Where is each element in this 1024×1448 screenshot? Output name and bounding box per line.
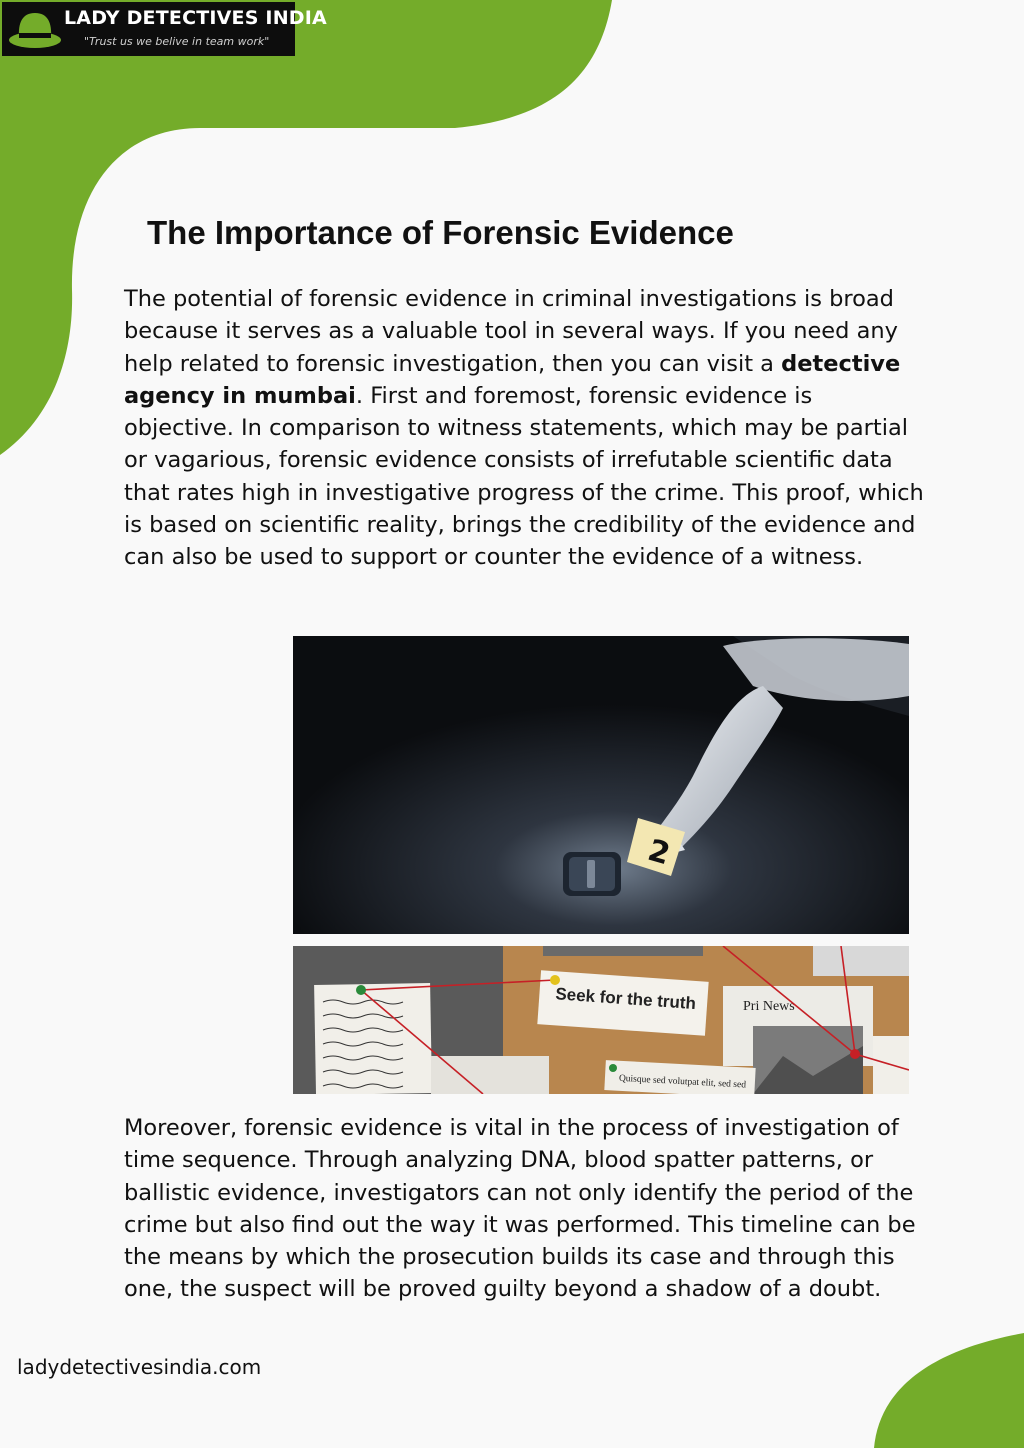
intro-text-start: The potential of forensic evidence in criminal investigations is broad because it serves as a valuable tool in several ways. If you need any help related to forensic investigation, then you can visit a — [124, 286, 898, 377]
brand-tagline: "Trust us we belive in team work" — [84, 35, 270, 48]
brand-name: LADY DETECTIVES INDIA — [64, 7, 327, 29]
brand-logo[interactable] — [2, 2, 327, 56]
article-title: The Importance of Forensic Evidence — [147, 214, 734, 251]
detective-agency-link[interactable]: detective agency in mumbai — [124, 350, 901, 409]
green-corner-decoration — [874, 1333, 1024, 1448]
board-newspaper-text: Pri News — [743, 999, 795, 1014]
website-link[interactable]: ladydetectivesindia.com — [17, 1355, 262, 1379]
intro-paragraph — [124, 283, 924, 574]
intro-text-end: . First and foremost, forensic evidence is objective. In comparison to witness statements, which may be partial or vagarious, forensic evidence consists of irrefutable scientific data that rates high in investigative progress of the crime. This proof, which is based on scientific reality, brings the credibility of the evidence and can also be used to support or counter the evidence of a witness. — [124, 382, 924, 571]
board-clipping-text: Quisque sed volutpat elit, sed sed — [618, 1073, 747, 1091]
investigation-board-photo — [293, 946, 909, 1094]
evidence-marker-number: 2 — [643, 832, 674, 873]
board-card-text: Seek for the truth — [554, 984, 697, 1014]
timeline-paragraph: Moreover, forensic evidence is vital in the process of investigation of time sequence. Through analyzing DNA, blood spatter patterns, or ballistic evidence, investigators can not only identify the period of the crime but also find out the way it was performed. This timeline can be the means by which the prosecution builds its case and through this one, the suspect will be proved guilty beyond a shadow of a doubt. — [124, 1115, 916, 1303]
crime-scene-photo — [293, 636, 909, 934]
phone-evidence — [563, 852, 621, 896]
detective-hat-icon — [8, 9, 62, 49]
